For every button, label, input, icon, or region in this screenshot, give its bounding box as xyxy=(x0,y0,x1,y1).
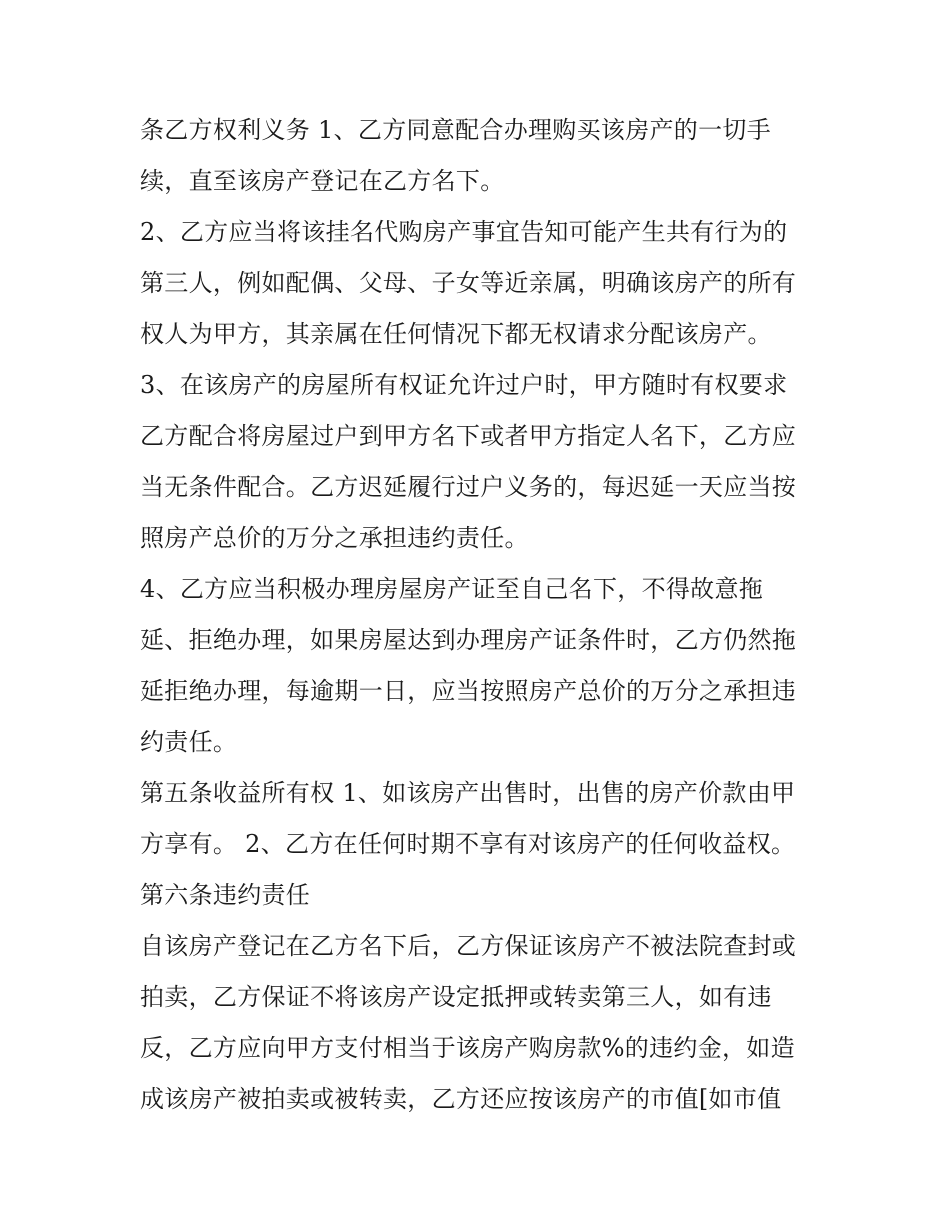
text-line: 第三人，例如配偶、父母、子女等近亲属，明确该房产的所有 xyxy=(140,269,797,297)
text-line: 延拒绝办理，每逾期一日，应当按照房产总价的万分之承担违 xyxy=(140,677,797,705)
text-line: 4、乙方应当积极办理房屋房产证至自己名下，不得故意拖 xyxy=(140,575,764,603)
text-line: 条乙方权利义务 1、乙方同意配合办理购买该房产的一切手 xyxy=(140,116,771,144)
text-line: 第六条违约责任 xyxy=(140,881,311,909)
text-line: 延、拒绝办理，如果房屋达到办理房产证条件时，乙方仍然拖 xyxy=(140,626,797,654)
text-line: 乙方配合将房屋过户到甲方名下或者甲方指定人名下，乙方应 xyxy=(140,422,797,450)
text-line: 权人为甲方，其亲属在任何情况下都无权请求分配该房产。 xyxy=(140,320,772,348)
text-line: 2、乙方应当将该挂名代购房产事宜告知可能产生共有行为的 xyxy=(140,218,788,246)
text-line: 照房产总价的万分之承担违约责任。 xyxy=(140,524,529,552)
text-line: 当无条件配合。乙方迟延履行过户义务的，每迟延一天应当按 xyxy=(140,473,797,501)
text-line: 续，直至该房产登记在乙方名下。 xyxy=(140,167,505,195)
text-line: 成该房产被拍卖或被转卖，乙方还应按该房产的市值[如市值 xyxy=(140,1085,782,1113)
text-line: 方享有。 2、乙方在任何时期不享有对该房产的任何收益权。 xyxy=(140,830,796,858)
text-line: 第五条收益所有权 1、如该房产出售时，出售的房产价款由甲 xyxy=(140,779,796,807)
text-line: 拍卖，乙方保证不将该房产设定抵押或转卖第三人，如有违 xyxy=(140,983,772,1011)
text-line: 自该房产登记在乙方名下后，乙方保证该房产不被法院查封或 xyxy=(140,932,797,960)
contract-text xyxy=(140,105,830,1125)
text-line: 3、在该房产的房屋所有权证允许过户时，甲方随时有权要求 xyxy=(140,371,788,399)
text-line: 约责任。 xyxy=(140,728,238,756)
text-line: 反，乙方应向甲方支付相当于该房产购房款%的违约金，如造 xyxy=(140,1034,795,1062)
